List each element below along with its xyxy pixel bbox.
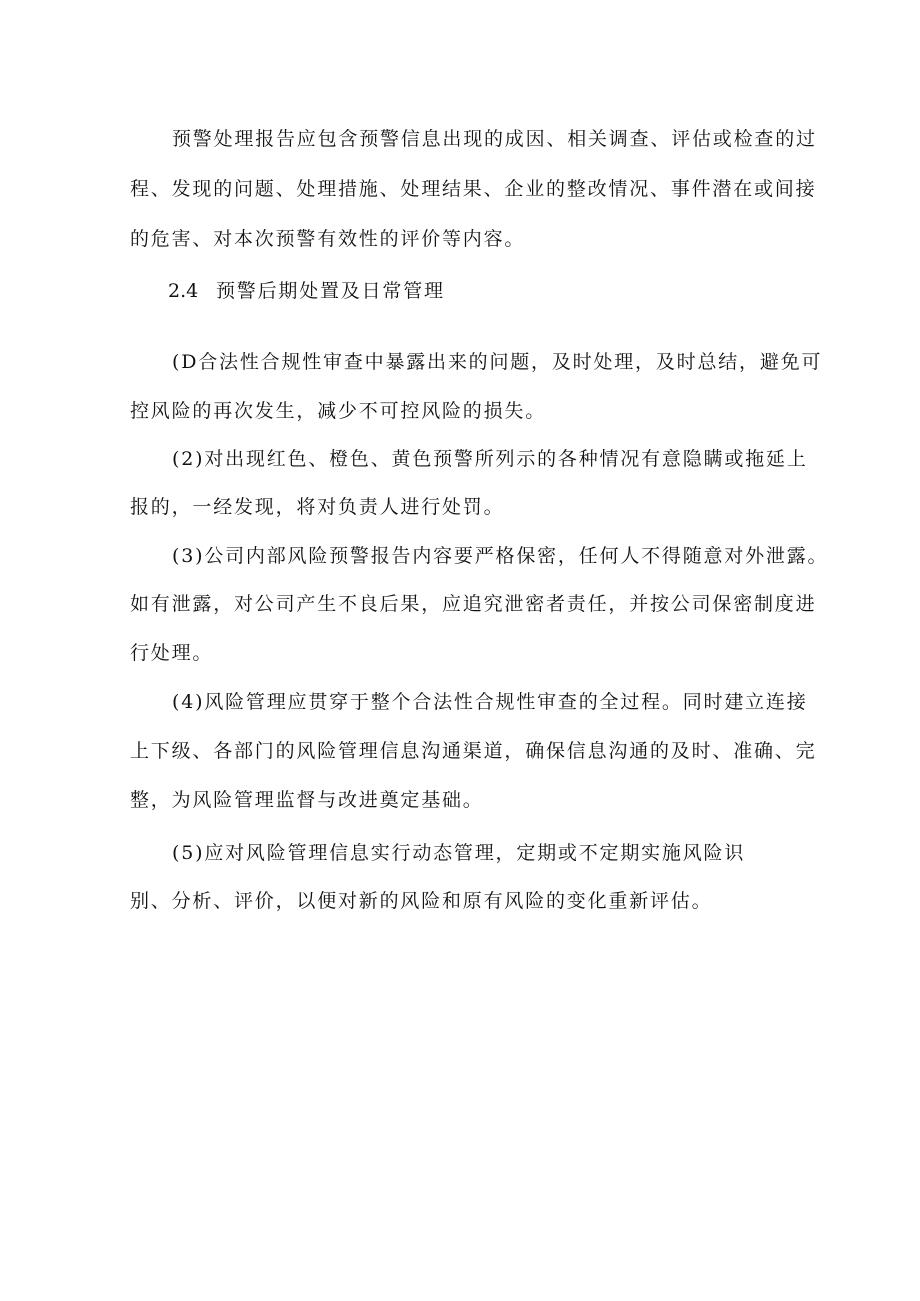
item-5-line-1: (5)应对风险管理信息实行动态管理，定期或不定期实施风险识 xyxy=(172,842,746,864)
item-2-line-1: (2)对出现红色、橙色、黄色预警所列示的各种情况有意隐瞒或拖延上 xyxy=(172,448,808,470)
paragraph-1-line-2: 程、发现的问题、处理措施、处理结果、企业的整改情况、事件潜在或间接 xyxy=(130,178,817,200)
item-4-line-1: (4)风险管理应贯穿于整个合法性合规性审查的全过程。同时建立连接 xyxy=(172,691,808,713)
section-heading xyxy=(168,278,445,304)
item-1-line-1: (D合法性合规性审查中暴露出来的问题，及时处理，及时总结，避免可 xyxy=(172,351,823,373)
item-3-line-1: (3)公司内部风险预警报告内容要严格保密，任何人不得随意对外泄露。 xyxy=(172,545,829,567)
item-4-line-3: 整，为风险管理监督与改进奠定基础。 xyxy=(130,789,484,811)
paragraph-1-line-1: 预警处理报告应包含预警信息出现的成因、相关调查、评估或检查的过 xyxy=(172,128,817,150)
item-3-line-3: 行处理。 xyxy=(130,642,214,664)
item-3-line-2: 如有泄露，对公司产生不良后果，应追究泄密者责任，并按公司保密制度进 xyxy=(130,593,817,615)
item-1-line-2: 控风险的再次发生，减少不可控风险的损失。 xyxy=(130,400,547,422)
item-4-line-2: 上下级、各部门的风险管理信息沟通渠道，确保信息沟通的及时、准确、完 xyxy=(130,740,817,762)
paragraph-1-line-3: 的危害、对本次预警有效性的评价等内容。 xyxy=(130,228,526,250)
item-2-line-2: 报的，一经发现，将对负责人进行处罚。 xyxy=(130,496,505,518)
section-number: 2.4 xyxy=(168,280,199,302)
item-5-line-2: 别、分析、评价，以便对新的风险和原有风险的变化重新评估。 xyxy=(130,890,713,912)
section-title: 预警后期处置及日常管理 xyxy=(216,280,445,302)
